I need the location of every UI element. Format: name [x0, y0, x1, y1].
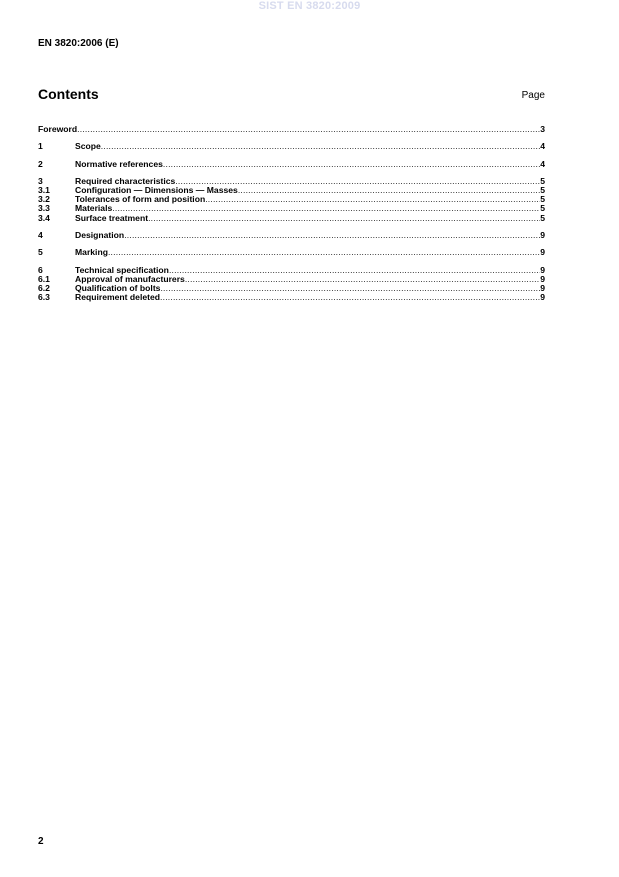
- toc-entry-number: 4: [38, 229, 43, 240]
- toc-entry-page: 9: [540, 282, 545, 293]
- toc-entry-page: 5: [540, 194, 545, 205]
- contents-title: Contents: [38, 86, 99, 102]
- toc-entry-title: Foreword: [38, 124, 78, 134]
- toc-entry-page: 5: [540, 185, 545, 196]
- toc-entry-number: 3.3: [38, 203, 50, 214]
- toc-entry-number: 6.1: [38, 273, 50, 284]
- toc-entry-foreword[interactable]: [38, 125, 545, 134]
- toc-entry-number: 3.2: [38, 194, 50, 205]
- toc-entry-scope[interactable]: [38, 142, 545, 151]
- toc-entry-title: Scope: [75, 141, 101, 152]
- toc-entry-page: 4: [540, 141, 545, 152]
- toc-entry-page: 5: [540, 203, 545, 214]
- toc-entry-number: 6.3: [38, 292, 50, 302]
- toc-entry-title: Tolerances of form and position: [75, 194, 206, 205]
- toc-entry-number: 6.2: [38, 282, 50, 293]
- toc-entry-number: 5: [38, 247, 43, 258]
- toc-entry-number: 3: [38, 176, 43, 187]
- toc-entry-title: Materials: [75, 203, 113, 214]
- document-header: EN 3820:2006 (E): [38, 38, 119, 49]
- toc-entry-title: Surface treatment: [75, 212, 149, 223]
- toc-entry-page: 3: [540, 124, 545, 134]
- toc-leader: [112, 204, 540, 213]
- toc-leader: [124, 231, 540, 240]
- toc-entry-title: Technical specification: [75, 264, 169, 275]
- toc-leader: [205, 195, 540, 204]
- toc-entry-normative-references[interactable]: [38, 160, 545, 169]
- toc-entry-page: 5: [540, 212, 545, 223]
- toc-entry-page: 9: [540, 247, 545, 258]
- toc-entry-title: Approval of manufacturers: [75, 273, 185, 284]
- toc-entry-title: Configuration — Dimensions — Masses: [75, 185, 238, 196]
- toc-entry-marking[interactable]: [38, 248, 545, 257]
- toc-entry-number: 1: [38, 141, 43, 152]
- toc-entry-title: Normative references: [75, 158, 163, 169]
- watermark: SIST EN 3820:2009: [258, 0, 361, 12]
- toc-entry-requirement-deleted[interactable]: [38, 293, 545, 302]
- table-of-contents: [38, 125, 545, 302]
- toc-leader: [160, 293, 540, 302]
- toc-entry-page: 9: [540, 292, 545, 302]
- toc-entry-page: 9: [540, 264, 545, 275]
- toc-entry-page: 5: [540, 176, 545, 187]
- toc-entry-number: 6: [38, 264, 43, 275]
- toc-leader: [101, 142, 540, 151]
- toc-leader: [163, 160, 540, 169]
- toc-entry-page: 9: [540, 229, 545, 240]
- toc-leader: [185, 275, 540, 284]
- toc-leader: [169, 266, 540, 275]
- toc-entry-title: Designation: [75, 229, 125, 240]
- toc-leader: [238, 186, 540, 195]
- toc-leader: [77, 125, 540, 134]
- toc-entry-title: Required characteristics: [75, 176, 176, 187]
- toc-entry-page: 4: [540, 158, 545, 169]
- toc-entry-title: Qualification of bolts: [75, 282, 161, 293]
- toc-entry-designation[interactable]: [38, 231, 545, 240]
- toc-leader: [148, 214, 540, 223]
- toc-entry-title: Requirement deleted: [75, 292, 161, 302]
- toc-entry-title: Marking: [75, 247, 108, 258]
- toc-entry-page: 9: [540, 273, 545, 284]
- toc-entry-number: 2: [38, 158, 43, 169]
- toc-entry-number: 3.4: [38, 212, 50, 223]
- toc-entry-tolerances[interactable]: [38, 195, 545, 204]
- toc-entry-surface-treatment[interactable]: [38, 214, 545, 223]
- page-number: 2: [38, 836, 44, 847]
- page-column-label: Page: [521, 90, 545, 101]
- toc-entry-number: 3.1: [38, 185, 50, 196]
- toc-leader: [160, 284, 540, 293]
- toc-leader: [108, 248, 540, 257]
